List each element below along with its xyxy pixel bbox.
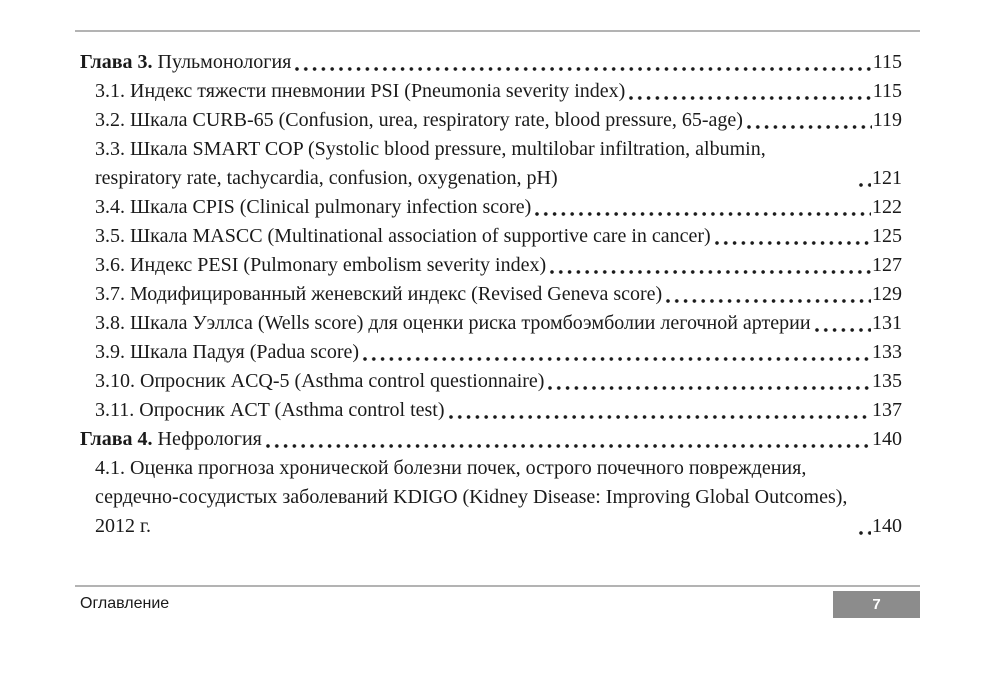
dot-leader <box>447 396 871 425</box>
toc-list <box>80 48 920 541</box>
toc-chapter-number: Глава 3. <box>80 51 153 73</box>
toc-entry-title: Глава 4. Нефрология <box>80 428 262 450</box>
dot-leader <box>857 164 871 193</box>
toc-entry <box>80 251 920 280</box>
toc-entry <box>80 106 920 135</box>
toc-entry-page: 135 <box>872 370 902 392</box>
toc-entry-title: 3.7. Модифицированный женевский индекс (Revised Geneva score) <box>95 283 663 305</box>
page-number-badge: 7 <box>833 591 920 618</box>
dot-leader <box>264 425 871 454</box>
bottom-rule <box>75 585 920 587</box>
toc-entry-title: 3.5. Шкала MASCC (Multinational association of supportive care in cancer) <box>95 225 711 247</box>
toc-entry <box>80 222 920 251</box>
dot-leader <box>813 309 871 338</box>
toc-entry <box>80 367 920 396</box>
toc-entry <box>80 309 920 338</box>
footer-section-label: Оглавление <box>80 595 170 612</box>
toc-entry-page: 133 <box>872 341 902 363</box>
toc-entry-title: 3.9. Шкала Падуя (Padua score) <box>95 341 360 363</box>
toc-entry-page: 115 <box>872 51 902 73</box>
toc-entry <box>80 193 920 222</box>
toc-entry <box>80 425 920 454</box>
toc-entry-page: 129 <box>872 283 902 305</box>
dot-leader <box>745 106 872 135</box>
dot-leader <box>361 338 871 367</box>
toc-entry-page: 122 <box>872 196 902 218</box>
toc-entry <box>80 454 920 541</box>
toc-entry <box>80 48 920 77</box>
dot-leader <box>546 367 871 396</box>
dot-leader <box>548 251 871 280</box>
toc-entry-page: 140 <box>872 515 902 537</box>
toc-entry <box>80 135 920 193</box>
toc-entry-title: 3.11. Опросник ACT (Asthma control test) <box>95 399 445 421</box>
toc-chapter-number: Глава 4. <box>80 428 153 450</box>
toc-entry-title: 4.1. Оценка прогноза хронической болезни почек, острого почечного повреждения, сердечно-сосудистых заболеваний KDIGO (Kidney Disease: Improving Global Outcomes), 2012 г. <box>95 457 848 537</box>
toc-entry <box>80 77 920 106</box>
top-rule <box>75 30 920 32</box>
toc-entry-page: 137 <box>872 399 902 421</box>
toc-entry-page: 127 <box>872 254 902 276</box>
toc-entry-page: 140 <box>872 428 902 450</box>
toc-entry-page: 121 <box>872 167 902 189</box>
toc-entry-title: 3.10. Опросник ACQ-5 (Asthma control questionnaire) <box>95 370 545 392</box>
toc-entry <box>80 280 920 309</box>
dot-leader <box>627 77 871 106</box>
toc-entry-page: 115 <box>872 80 902 102</box>
toc-entry-title: 3.2. Шкала CURB-65 (Confusion, urea, respiratory rate, blood pressure, 65-age) <box>95 109 743 131</box>
toc-entry-title: 3.1. Индекс тяжести пневмонии PSI (Pneumonia severity index) <box>95 80 626 102</box>
toc-entry <box>80 396 920 425</box>
toc-entry-title: Глава 3. Пульмонология <box>80 51 292 73</box>
dot-leader <box>713 222 871 251</box>
toc-entry-page: 119 <box>872 109 902 131</box>
toc-entry <box>80 338 920 367</box>
toc-entry-page: 131 <box>872 312 902 334</box>
toc-entry-title: 3.8. Шкала Уэллса (Wells score) для оценки риска тромбоэмболии легочной артерии <box>95 312 811 334</box>
dot-leader <box>664 280 871 309</box>
dot-leader <box>293 48 871 77</box>
page-footer <box>80 590 920 618</box>
toc-entry-title: 3.3. Шкала SMART COP (Systolic blood pressure, multilobar infiltration, albumin, respiratory rate, tachycardia, confusion, oxygenation, pH) <box>95 138 766 189</box>
toc-entry-title: 3.6. Индекс PESI (Pulmonary embolism severity index) <box>95 254 547 276</box>
toc-entry-page: 125 <box>872 225 902 247</box>
dot-leader <box>857 512 871 541</box>
dot-leader <box>533 193 871 222</box>
toc-entry-title: 3.4. Шкала CPIS (Clinical pulmonary infection score) <box>95 196 532 218</box>
